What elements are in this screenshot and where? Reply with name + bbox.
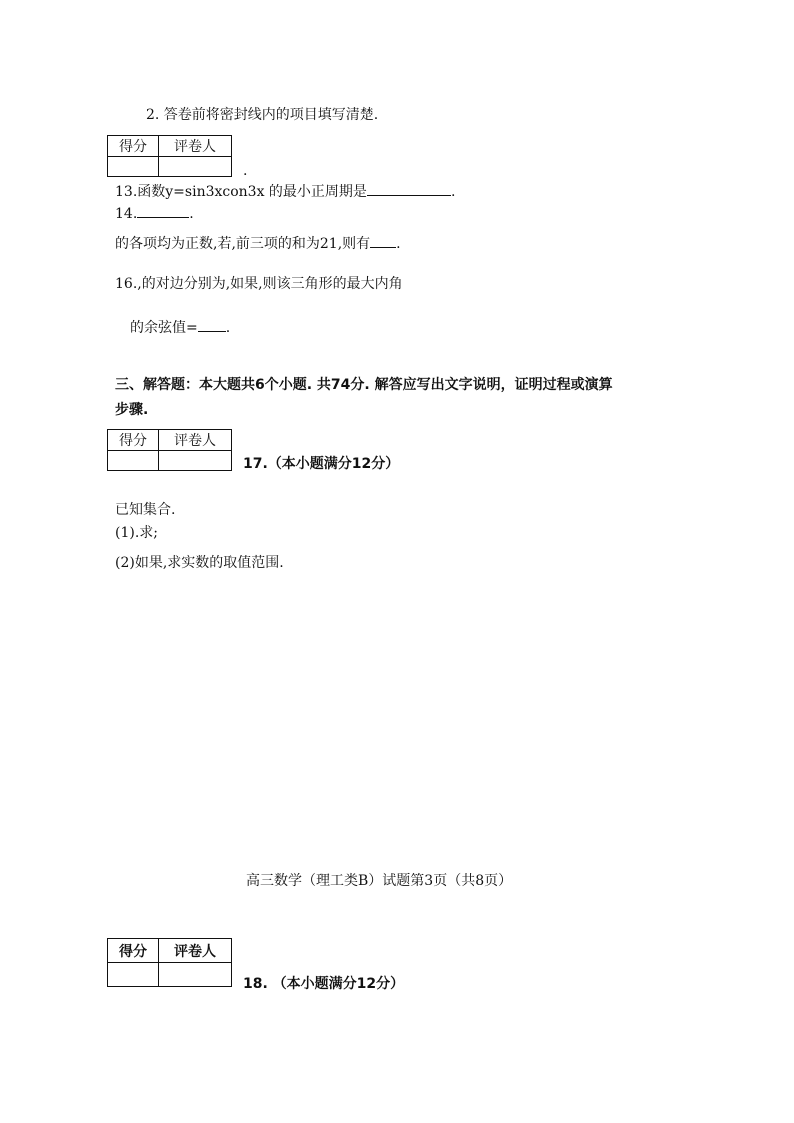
question-17-title: 17.（本小题满分12分） [243,456,400,472]
question-16-line2 [130,317,230,337]
question-16-line1: 16.,的对边分别为,如果,则该三角形的最大内角 [115,276,403,292]
score-cell [108,157,159,177]
score-table-1 [107,135,232,177]
answer-blank [370,233,396,248]
section-3-heading-cont: 步骤. [115,402,149,418]
question-14 [115,203,194,223]
score-header: 得分 [108,136,159,157]
question-18-title: 18. （本小题满分12分） [243,976,405,992]
question-17-part1: (1).求; [115,525,158,541]
question-13-end: . [450,184,456,200]
question-16-text: 的余弦值= [130,320,198,336]
question-14-text: 14. [115,206,138,222]
grader-header: 评卷人 [159,136,232,157]
grader-header: 评卷人 [159,430,232,451]
grader-cell [159,157,232,177]
question-16-end: . [225,320,231,336]
question-17-part2: (2)如果,求实数的取值范围. [115,555,284,571]
instruction-2: 2. 答卷前将密封线内的项目填写清楚. [146,107,379,123]
table-period: . [243,163,248,179]
section-3-heading: 三、解答题：本大题共6个小题. 共74分. 解答应写出文字说明，证明过程或演算 [115,377,613,393]
grader-header: 评卷人 [159,939,232,963]
grader-cell [159,963,232,987]
question-15-end: . [396,236,401,252]
score-cell [108,963,159,987]
page-footer: 高三数学（理工类B）试题第3页（共8页） [246,873,513,889]
score-header: 得分 [108,430,159,451]
question-15-text: 的各项均为正数,若,前三项的和为21,则有 [115,236,371,252]
score-table-2 [107,429,232,471]
score-cell [108,451,159,471]
question-13 [115,181,455,201]
question-15 [115,233,401,253]
score-table-3 [107,938,232,987]
question-14-end: . [189,206,194,222]
question-17-stem: 已知集合. [115,502,176,518]
answer-blank [367,181,451,196]
answer-blank [198,317,226,332]
grader-cell [159,451,232,471]
answer-blank [137,203,189,218]
question-13-text: 13.函数y=sin3xcon3x 的最小正周期是 [115,184,367,200]
score-header: 得分 [108,939,159,963]
